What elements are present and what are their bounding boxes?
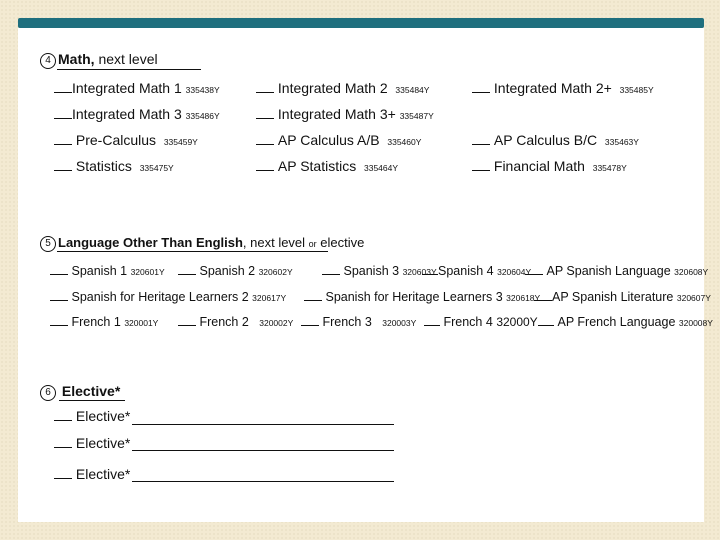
lang-course-ap-spanish-language[interactable]: AP Spanish Language 320608Y [525,264,708,278]
top-accent-bar [18,18,704,28]
lang-course-french-2[interactable]: French 2 320002Y [178,315,293,329]
elective-input-line-3[interactable] [132,481,394,482]
language-header-underline [57,251,328,252]
math-section-title: Math, [58,51,95,67]
math-course-financial-math[interactable]: Financial Math 335478Y [472,159,627,173]
elective-section-header [40,384,120,401]
math-course-integrated-math-2[interactable]: Integrated Math 2 335484Y [256,81,429,95]
math-section-subtitle: next level [94,51,158,67]
elective-input-line-1[interactable] [132,424,394,425]
language-section-title: Language Other Than English [58,235,243,250]
math-course-ap-statistics[interactable]: AP Statistics 335464Y [256,159,398,173]
math-course-integrated-math-3[interactable]: Integrated Math 3 335486Y [54,107,220,121]
math-course-ap-calculus-bc[interactable]: AP Calculus B/C 335463Y [472,133,639,147]
lang-course-french-3[interactable]: French 3 320003Y [301,315,416,329]
elective-section-title: Elective* [61,383,121,399]
lang-course-french-4[interactable]: French 4 32000Y [424,315,538,329]
math-course-pre-calculus[interactable]: Pre-Calculus 335459Y [54,133,198,147]
elective-entry-3[interactable]: Elective* [54,467,130,481]
math-header-underline [57,69,201,70]
lang-course-spanish-1[interactable]: Spanish 1 320601Y [50,264,165,278]
math-section-header [40,52,158,69]
elective-entry-1[interactable]: Elective* [54,409,130,423]
language-section-header: 5 Language Other Than English, next level or elective [40,235,364,252]
lang-course-spanish-heritage-2[interactable]: Spanish for Heritage Learners 2 320617Y [50,290,286,304]
lang-course-ap-french-language[interactable]: AP French Language 320008Y [538,315,713,329]
math-course-ap-calculus-ab[interactable]: AP Calculus A/B 335460Y [256,133,421,147]
elective-section-number: 6 [40,385,56,401]
language-section-number: 5 [40,236,56,252]
lang-course-ap-spanish-literature[interactable]: AP Spanish Literature 320607Y [534,290,711,304]
elective-header-underline [59,400,125,401]
math-course-integrated-math-3-plus[interactable]: Integrated Math 3+ 335487Y [256,107,434,121]
lang-course-french-1[interactable]: French 1 320001Y [50,315,158,329]
lang-course-spanish-3[interactable]: Spanish 3 320603Y [322,264,437,278]
math-course-integrated-math-1[interactable]: Integrated Math 1 335438Y [54,81,220,95]
math-section-number: 4 [40,53,56,69]
elective-entry-2[interactable]: Elective* [54,436,130,450]
lang-course-spanish-2[interactable]: Spanish 2 320602Y [178,264,293,278]
math-course-statistics[interactable]: Statistics 335475Y [54,159,174,173]
math-course-integrated-math-2-plus[interactable]: Integrated Math 2+ 335485Y [472,81,654,95]
lang-course-spanish-4[interactable]: Spanish 4 320604Y [422,264,531,278]
lang-course-spanish-heritage-3[interactable]: Spanish for Heritage Learners 3 320618Y [304,290,540,304]
elective-input-line-2[interactable] [132,450,394,451]
